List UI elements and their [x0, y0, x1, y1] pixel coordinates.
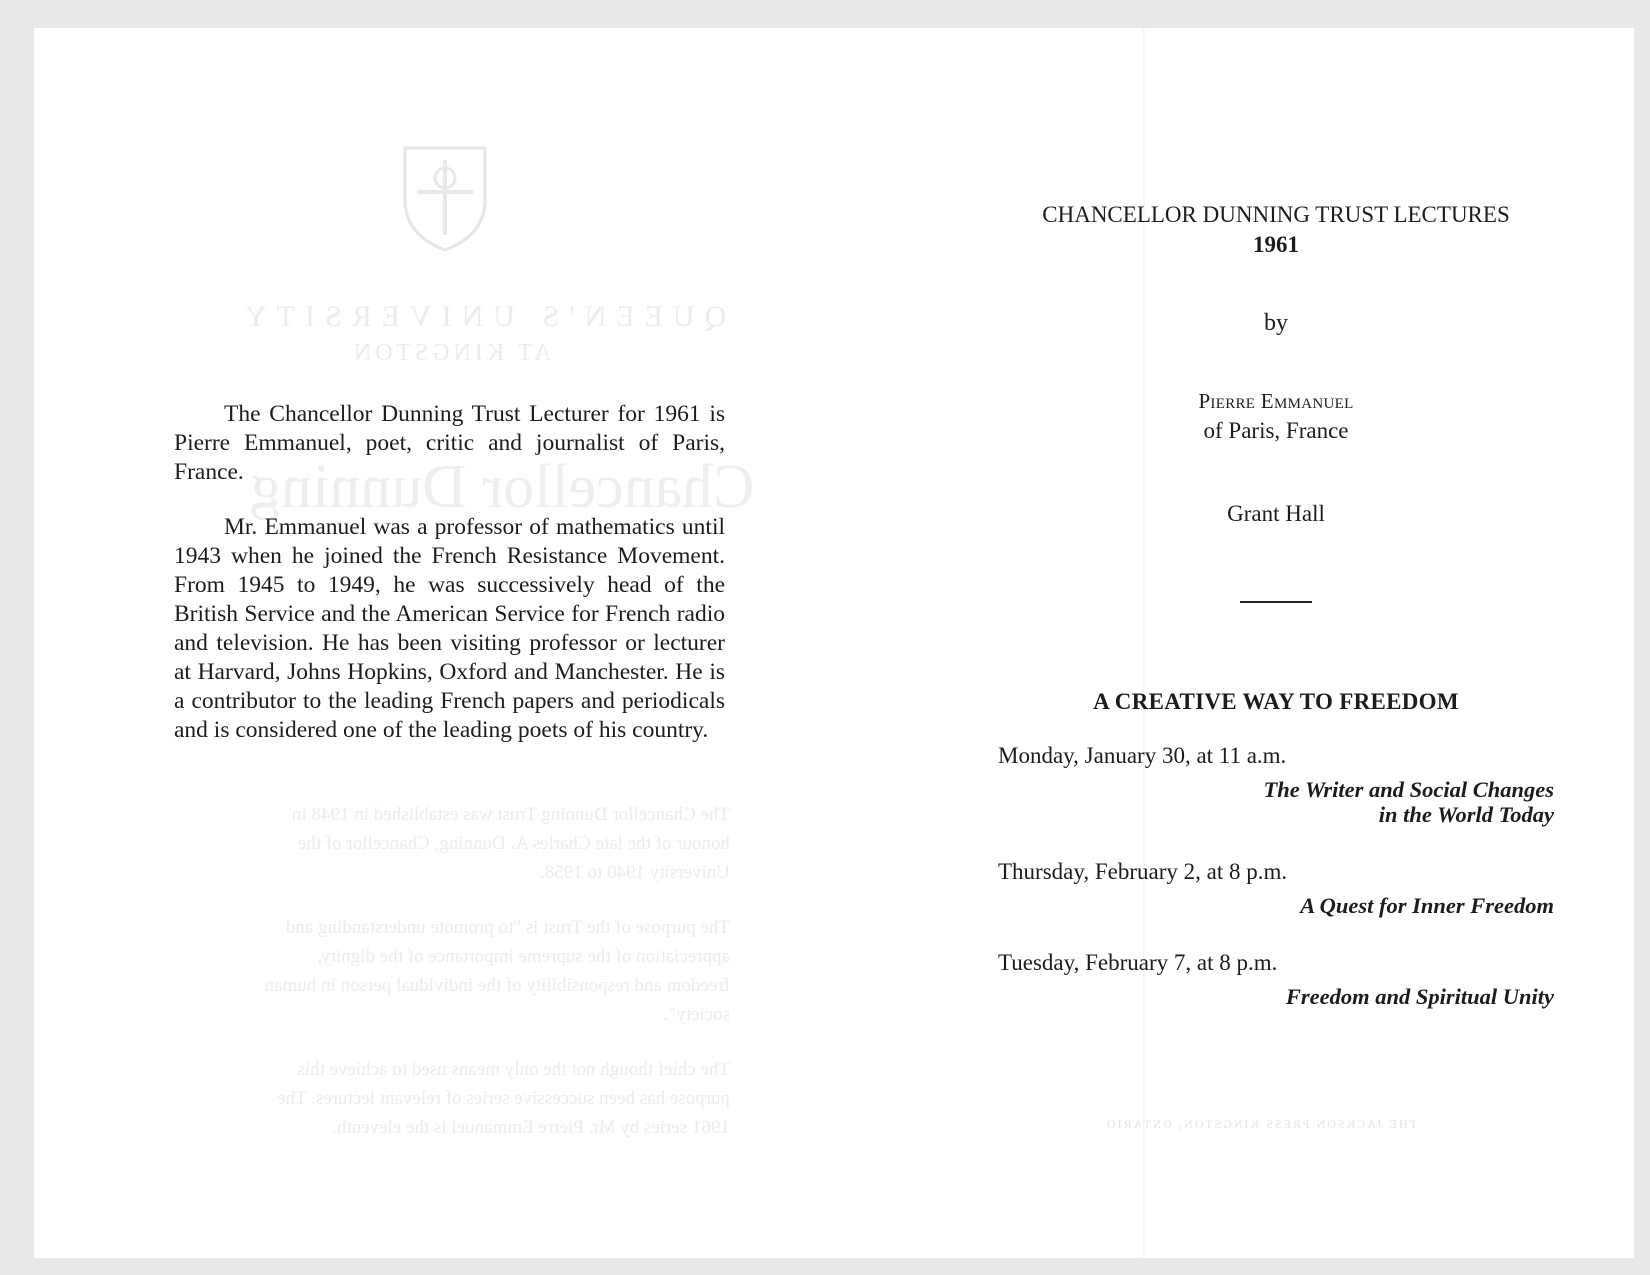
author-name: Pierre Emmanuel [1198, 389, 1354, 413]
ghost-paragraph: The Chancellor Dunning Trust was established in 1948 in honour of the late Charles A. Dunning, Chancellor of the University 1940 to 1958. [291, 804, 730, 883]
ghost-paragraphs [250, 800, 730, 1142]
program-year: 1961 [1253, 232, 1299, 257]
lecture-topic-line: The Writer and Social Changes [1263, 777, 1554, 802]
ghost-printer-credit: THE JACKSON PRESS KINGSTON, ONTARIO [1105, 1117, 1417, 1131]
lecture-item [998, 857, 1554, 918]
crest-watermark-icon [395, 140, 495, 255]
lecture-item [998, 741, 1554, 827]
right-page [998, 198, 1554, 1009]
ghost-paragraph: The purpose of the Trust is "to promote understanding and appreciation of the supreme importance of the dignity, freedom and responsibility of the individual person in human society". [264, 917, 730, 1025]
author-origin: of Paris, France [1203, 418, 1349, 443]
lecture-topic: A Quest for Inner Freedom [1300, 893, 1554, 918]
lecture-topic-line: in the World Today [1378, 802, 1554, 827]
ghost-institution: QUEEN'S UNIVERSITY [235, 300, 727, 333]
lecture-date: Monday, January 30, at 11 a.m. [998, 743, 1287, 768]
program-title: CHANCELLOR DUNNING TRUST LECTURES [1042, 202, 1510, 227]
lecture-date: Thursday, February 2, at 8 p.m. [998, 859, 1288, 884]
left-page-text [174, 400, 725, 771]
ghost-paragraph: The chief though not the only means used to achieve this purpose has been successive series of relevant lectures. The 1961 series by Mr. Pierre Emmanuel is the eleventh. [277, 1059, 730, 1138]
lecture-topic: Freedom and Spiritual Unity [1285, 984, 1554, 1009]
series-title: A CREATIVE WAY TO FREEDOM [1093, 689, 1459, 714]
lecture-item [998, 948, 1554, 1009]
lecture-topic [998, 777, 1554, 827]
by-line: by [1264, 310, 1288, 336]
lecture-date: Tuesday, February 7, at 8 p.m. [998, 950, 1278, 975]
divider [1240, 601, 1312, 603]
intro-paragraph: The Chancellor Dunning Trust Lecturer for 1961 is Pierre Emmanuel, poet, critic and journalist of Paris, France. [174, 401, 725, 485]
ghost-town: AT KINGSTON [350, 340, 552, 366]
bio-paragraph: Mr. Emmanuel was a professor of mathematics until 1943 when he joined the French Resistance Movement. From 1945 to 1949, he was successively head of the British Service and the American Service for French radio and television. He has been visiting professor or lecturer at Harvard, Johns Hopkins, Oxford and Manchester. He is a contributor to the leading French papers and periodicals and is considered one of the leading poets of his country. [174, 514, 725, 743]
venue: Grant Hall [1227, 501, 1325, 526]
ghost-title: Chancellor Dunning [250, 453, 755, 521]
